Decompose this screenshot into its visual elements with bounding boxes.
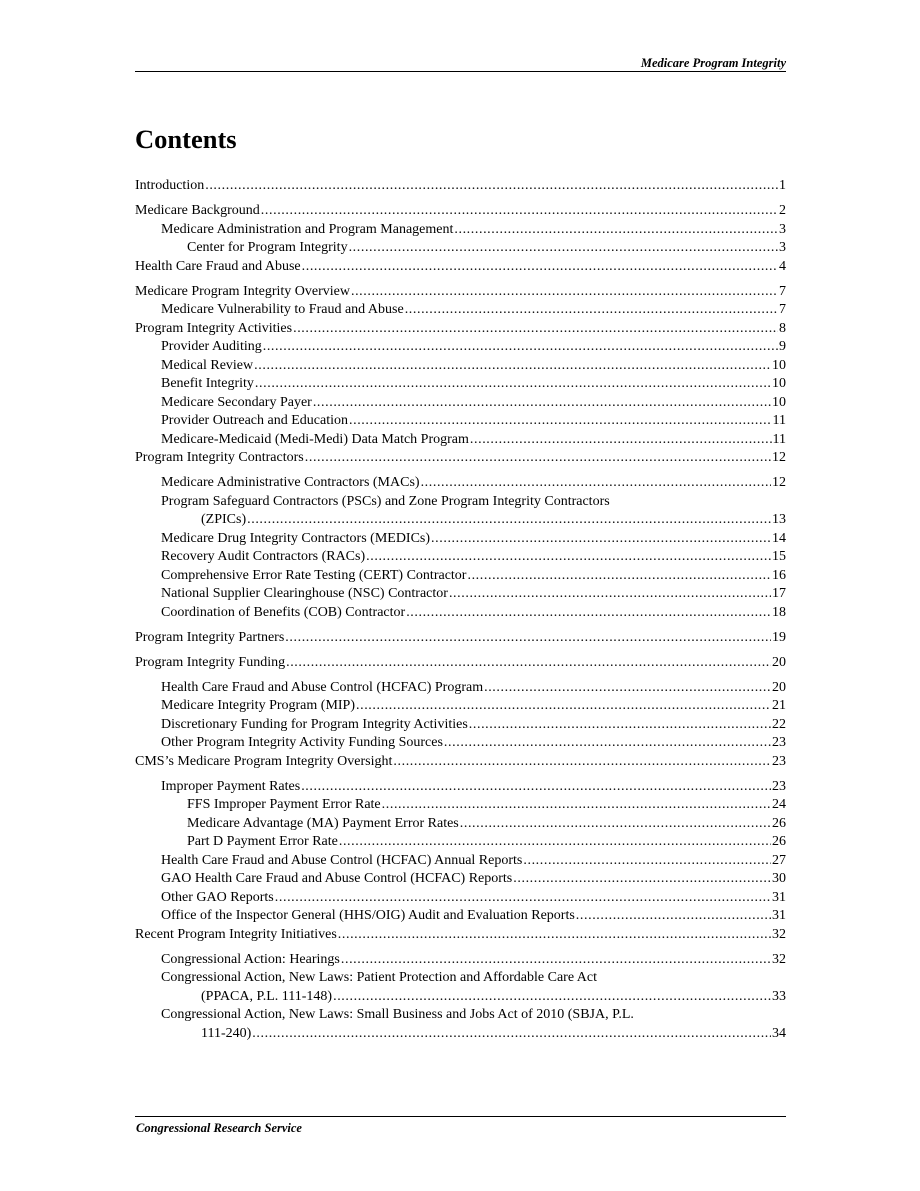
toc-entry-title: National Supplier Clearinghouse (NSC) Contractor bbox=[161, 586, 448, 601]
toc-entry-title: Medicare Background bbox=[135, 203, 260, 218]
dot-leader bbox=[576, 907, 771, 926]
dot-leader bbox=[470, 431, 772, 450]
dot-leader bbox=[351, 283, 778, 302]
toc-entry-title: Medicare-Medicaid (Medi-Medi) Data Match Program bbox=[161, 431, 469, 447]
toc-page-number: 3 bbox=[779, 221, 786, 237]
toc-page-number: 23 bbox=[772, 735, 786, 750]
toc-entry-title: Medicare Program Integrity Overview bbox=[135, 283, 350, 299]
toc-entry-title: Medicare Administration and Program Management bbox=[161, 221, 454, 237]
dot-leader bbox=[469, 716, 771, 735]
toc-page-number: 17 bbox=[772, 586, 786, 601]
toc-entry[interactable] bbox=[135, 654, 786, 673]
toc-entry[interactable] bbox=[135, 221, 786, 240]
toc-entry-title: Program Integrity Activities bbox=[135, 320, 293, 336]
toc-entry-title-continued: (ZPICs) bbox=[201, 512, 247, 527]
dot-leader bbox=[263, 338, 778, 357]
toc-entry[interactable] bbox=[135, 629, 786, 648]
dot-leader bbox=[393, 753, 771, 772]
toc-entry[interactable] bbox=[135, 567, 786, 586]
toc-entry-title: Part D Payment Error Rate bbox=[187, 834, 338, 849]
toc-page-number: 18 bbox=[772, 604, 786, 620]
toc-entry[interactable] bbox=[135, 474, 786, 493]
toc-page-number: 10 bbox=[772, 394, 786, 410]
toc-entry-title: GAO Health Care Fraud and Abuse Control (HCFAC) Reports bbox=[161, 871, 513, 886]
toc-page-number: 20 bbox=[772, 654, 786, 670]
dot-leader bbox=[301, 778, 771, 797]
toc-entry[interactable] bbox=[135, 177, 786, 196]
dot-leader bbox=[338, 926, 771, 945]
toc-entry[interactable] bbox=[135, 926, 786, 945]
toc-page-number: 7 bbox=[779, 302, 786, 317]
toc-entry-title: Program Integrity Partners bbox=[135, 629, 285, 645]
toc-entry-title: Recent Program Integrity Initiatives bbox=[135, 926, 337, 942]
toc-entry-title: Congressional Action: Hearings bbox=[161, 951, 340, 967]
toc-entry-title: Medicare Integrity Program (MIP) bbox=[161, 698, 355, 713]
toc-entry-title: Health Care Fraud and Abuse Control (HCFAC) Program bbox=[161, 679, 484, 695]
toc-entry[interactable] bbox=[135, 796, 786, 815]
dot-leader bbox=[405, 301, 778, 320]
toc-entry[interactable] bbox=[135, 431, 786, 450]
toc-page-number: 14 bbox=[772, 530, 786, 546]
toc-entry-title: FFS Improper Payment Error Rate bbox=[187, 797, 381, 812]
dot-leader bbox=[449, 585, 771, 604]
toc-entry[interactable] bbox=[135, 511, 786, 530]
toc-entry-title: Benefit Integrity bbox=[161, 376, 254, 391]
toc-entry-title: Comprehensive Error Rate Testing (CERT) Contractor bbox=[161, 567, 467, 583]
toc-page-number: 19 bbox=[772, 629, 786, 645]
toc-entry-title: Medicare Vulnerability to Fraud and Abuse bbox=[161, 302, 404, 317]
toc-entry[interactable] bbox=[135, 357, 786, 376]
toc-page-number: 10 bbox=[772, 357, 786, 373]
dot-leader bbox=[293, 320, 778, 339]
running-footer: Congressional Research Service bbox=[136, 1121, 302, 1135]
toc-entry-title: Medical Review bbox=[161, 357, 254, 373]
toc-entry-title: Discretionary Funding for Program Integrity Activities bbox=[161, 716, 468, 732]
page-title: Contents bbox=[135, 124, 237, 154]
toc-entry[interactable] bbox=[135, 320, 786, 339]
toc-page-number: 27 bbox=[772, 852, 786, 868]
toc-page-number: 11 bbox=[772, 413, 786, 428]
toc-entry-title: Center for Program Integrity bbox=[187, 240, 348, 255]
toc-entry[interactable] bbox=[135, 679, 786, 698]
toc-entry[interactable] bbox=[135, 202, 786, 221]
toc-entry[interactable] bbox=[135, 258, 786, 277]
dot-leader bbox=[467, 567, 771, 586]
toc-entry-title: Introduction bbox=[135, 178, 205, 193]
header-rule bbox=[135, 71, 786, 72]
toc-entry-title: CMS’s Medicare Program Integrity Oversight bbox=[135, 753, 393, 769]
toc-page-number: 26 bbox=[772, 834, 786, 849]
toc-page-number: 2 bbox=[779, 203, 786, 218]
dot-leader bbox=[349, 239, 778, 258]
toc-entry-title-continued: 111-240) bbox=[201, 1025, 252, 1041]
toc-entry-title-line: Congressional Action, New Laws: Patient Protection and Affordable Care Act bbox=[161, 970, 597, 985]
toc-page-number: 31 bbox=[772, 889, 786, 905]
toc-entry[interactable] bbox=[135, 778, 786, 797]
dot-leader bbox=[444, 734, 771, 753]
toc-entry-title-line: Congressional Action, New Laws: Small Business and Jobs Act of 2010 (SBJA, P.L. bbox=[161, 1007, 634, 1022]
toc-entry-title: Coordination of Benefits (COB) Contractor bbox=[161, 604, 406, 620]
toc-entry[interactable] bbox=[135, 449, 786, 468]
toc-entry-title-continued: (PPACA, P.L. 111-148) bbox=[201, 988, 333, 1004]
toc-entry[interactable] bbox=[135, 301, 786, 320]
toc-entry[interactable] bbox=[135, 375, 786, 394]
toc-page-number: 22 bbox=[772, 716, 786, 732]
toc-entry[interactable] bbox=[135, 753, 786, 772]
toc-entry-title: Medicare Administrative Contractors (MACs) bbox=[161, 475, 420, 490]
dot-leader bbox=[313, 394, 771, 413]
table-of-contents bbox=[135, 177, 786, 1043]
dot-leader bbox=[431, 530, 771, 549]
toc-page-number: 13 bbox=[772, 512, 786, 527]
dot-leader bbox=[421, 474, 771, 493]
toc-page-number: 26 bbox=[772, 815, 786, 831]
toc-page-number: 33 bbox=[772, 988, 786, 1004]
toc-entry-title: Program Integrity Contractors bbox=[135, 450, 304, 465]
toc-entry[interactable] bbox=[135, 697, 786, 716]
dot-leader bbox=[513, 870, 771, 889]
toc-entry[interactable] bbox=[135, 852, 786, 871]
dot-leader bbox=[333, 988, 771, 1007]
toc-page-number: 21 bbox=[772, 698, 786, 713]
toc-entry[interactable] bbox=[135, 283, 786, 302]
dot-leader bbox=[339, 833, 771, 852]
toc-entry[interactable] bbox=[135, 815, 786, 834]
toc-entry[interactable] bbox=[135, 530, 786, 549]
dot-leader bbox=[252, 1025, 771, 1044]
toc-entry-title: Medicare Drug Integrity Contractors (MEDICs) bbox=[161, 530, 431, 546]
toc-page-number: 16 bbox=[772, 567, 786, 583]
toc-entry[interactable] bbox=[135, 394, 786, 413]
toc-page-number: 12 bbox=[772, 475, 786, 490]
dot-leader bbox=[286, 654, 771, 673]
toc-entry[interactable] bbox=[135, 833, 786, 852]
toc-entry[interactable] bbox=[135, 412, 786, 431]
toc-entry[interactable] bbox=[135, 988, 786, 1007]
dot-leader bbox=[382, 796, 771, 815]
toc-entry[interactable] bbox=[135, 585, 786, 604]
toc-entry[interactable] bbox=[135, 907, 786, 926]
toc-entry[interactable] bbox=[135, 338, 786, 357]
toc-entry-title: Health Care Fraud and Abuse Control (HCFAC) Annual Reports bbox=[161, 852, 523, 868]
dot-leader bbox=[523, 852, 771, 871]
toc-page-number: 23 bbox=[772, 778, 786, 794]
toc-entry[interactable] bbox=[135, 716, 786, 735]
dot-leader bbox=[366, 548, 771, 567]
toc-entry-title: Medicare Secondary Payer bbox=[161, 394, 312, 410]
dot-leader bbox=[484, 679, 771, 698]
dot-leader bbox=[341, 951, 771, 970]
toc-entry-title: Provider Auditing bbox=[161, 339, 262, 354]
toc-page-number: 4 bbox=[779, 258, 786, 274]
dot-leader bbox=[254, 357, 771, 376]
dot-leader bbox=[305, 449, 771, 468]
dot-leader bbox=[460, 815, 771, 834]
toc-entry-title: Other GAO Reports bbox=[161, 889, 274, 905]
toc-entry-title: Provider Outreach and Education bbox=[161, 413, 348, 428]
toc-entry[interactable] bbox=[135, 548, 786, 567]
dot-leader bbox=[275, 889, 771, 908]
toc-page-number: 1 bbox=[779, 178, 786, 193]
toc-entry[interactable] bbox=[135, 734, 786, 753]
toc-entry-title: Medicare Advantage (MA) Payment Error Rates bbox=[187, 815, 459, 831]
toc-entry-title: Other Program Integrity Activity Funding Sources bbox=[161, 735, 443, 750]
toc-page-number: 24 bbox=[772, 797, 786, 812]
toc-entry-title: Health Care Fraud and Abuse bbox=[135, 258, 301, 274]
dot-leader bbox=[261, 202, 778, 221]
dot-leader bbox=[255, 375, 771, 394]
toc-page-number: 9 bbox=[779, 339, 786, 354]
toc-entry-title: Recovery Audit Contractors (RACs) bbox=[161, 549, 366, 564]
toc-entry[interactable] bbox=[135, 889, 786, 908]
toc-entry[interactable] bbox=[135, 870, 786, 889]
toc-page-number: 10 bbox=[772, 376, 786, 391]
toc-page-number: 3 bbox=[779, 240, 786, 255]
toc-page-number: 31 bbox=[772, 908, 786, 923]
toc-page-number: 32 bbox=[772, 926, 786, 942]
footer-rule bbox=[135, 1116, 786, 1117]
toc-entry[interactable] bbox=[135, 951, 786, 970]
toc-entry[interactable] bbox=[135, 1025, 786, 1044]
dot-leader bbox=[247, 511, 771, 530]
toc-page-number: 30 bbox=[772, 871, 786, 886]
dot-leader bbox=[356, 697, 771, 716]
dot-leader bbox=[302, 258, 778, 277]
toc-entry-title: Improper Payment Rates bbox=[161, 778, 301, 794]
toc-page-number: 20 bbox=[772, 679, 786, 695]
toc-entry[interactable] bbox=[135, 239, 786, 258]
toc-entry-title-line: Program Safeguard Contractors (PSCs) and Zone Program Integrity Contractors bbox=[161, 493, 610, 509]
dot-leader bbox=[349, 412, 772, 431]
toc-entry-title: Program Integrity Funding bbox=[135, 654, 286, 670]
toc-page-number: 34 bbox=[772, 1025, 786, 1041]
toc-page-number: 8 bbox=[779, 320, 786, 336]
dot-leader bbox=[205, 177, 778, 196]
toc-page-number: 12 bbox=[772, 450, 786, 465]
toc-entry-title: Office of the Inspector General (HHS/OIG) Audit and Evaluation Reports bbox=[161, 908, 575, 923]
toc-page-number: 32 bbox=[772, 951, 786, 967]
running-header: Medicare Program Integrity bbox=[640, 56, 786, 70]
dot-leader bbox=[406, 604, 771, 623]
toc-page-number: 11 bbox=[772, 431, 786, 447]
dot-leader bbox=[285, 629, 771, 648]
dot-leader bbox=[454, 221, 778, 240]
toc-page-number: 23 bbox=[772, 753, 786, 769]
toc-entry[interactable] bbox=[135, 604, 786, 623]
toc-page-number: 15 bbox=[772, 549, 786, 564]
toc-page-number: 7 bbox=[779, 283, 786, 299]
